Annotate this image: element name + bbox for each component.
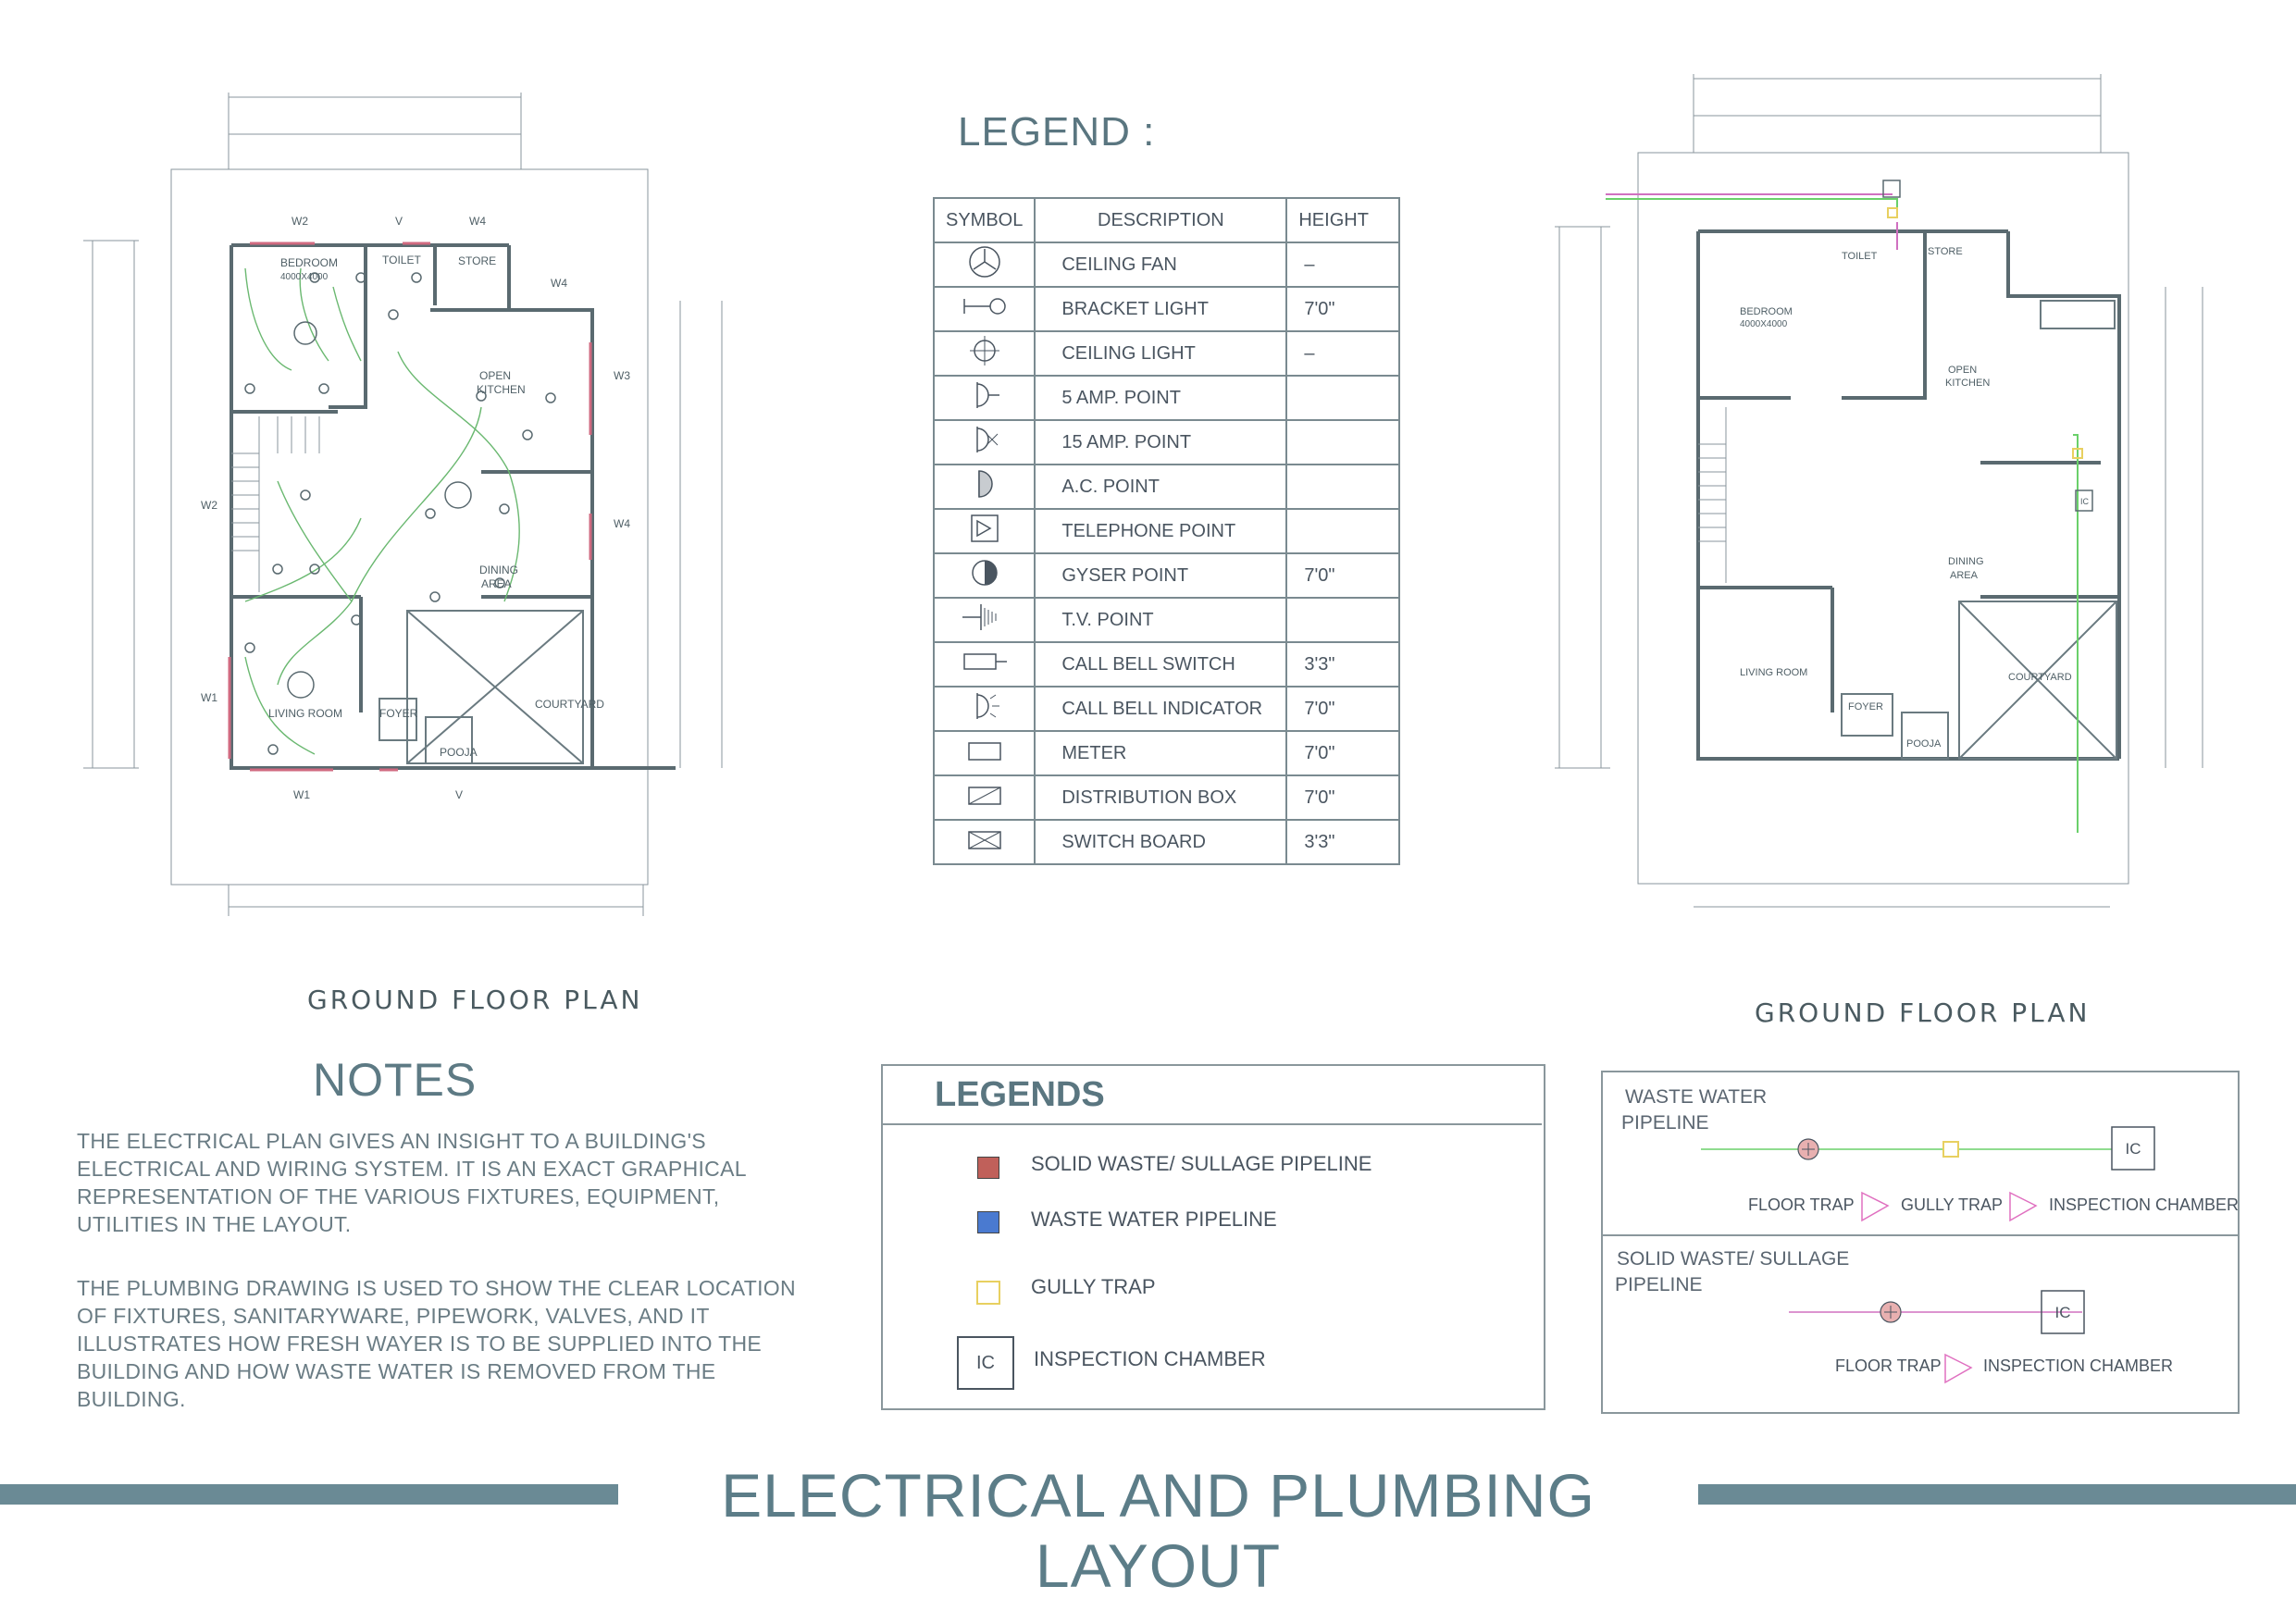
legend-row: [934, 465, 1399, 509]
inspection-chamber-icon: IC: [957, 1336, 1014, 1390]
legend-height: [1286, 465, 1399, 509]
legend-row: [934, 376, 1399, 420]
legend-description: TELEPHONE POINT: [1035, 509, 1286, 553]
window-label: W4: [551, 277, 567, 290]
room-label: 4000X4000: [1740, 319, 1788, 329]
legend-row: [934, 775, 1399, 820]
notes-paragraph-plumbing: THE PLUMBING DRAWING IS USED TO SHOW THE CLEAR LOCATION OF FIXTURES, SANITARYWARE, PIPEWORK, VALVES, AND IT ILLUSTRATES HOW FRESH WAYER IS TO BE SUPPLIED INTO THE BUILDING AND HOW WASTE WATER IS REMOVED FROM THE BUILDING.: [77, 1276, 796, 1411]
inspection-chamber-label: INSPECTION CHAMBER: [2049, 1196, 2240, 1214]
legend-title: LEGEND :: [958, 109, 1156, 155]
legend-description: CALL BELL INDICATOR: [1035, 687, 1286, 731]
gully-trap-icon: [1943, 1142, 1958, 1157]
legend-description: 15 AMP. POINT: [1035, 420, 1286, 465]
window-label: W3: [614, 369, 630, 382]
electrical-plan-drawing: [83, 83, 731, 935]
legend-description: CEILING LIGHT: [1035, 331, 1286, 376]
legend-height: [1286, 598, 1399, 642]
legend-row: [934, 687, 1399, 731]
legend-height: 3'3": [1286, 642, 1399, 687]
ic-text: IC: [2125, 1140, 2141, 1158]
legend-description: SWITCH BOARD: [1035, 820, 1286, 864]
legend-description: GYSER POINT: [1035, 553, 1286, 598]
call-bell-indicator-icon: [964, 688, 1005, 725]
room-label: DINING: [479, 564, 518, 576]
right-plan-title: GROUND FLOOR PLAN: [1755, 997, 2091, 1028]
window-label: V: [455, 788, 464, 801]
notes-paragraph-electrical: THE ELECTRICAL PLAN GIVES AN INSIGHT TO A BUILDING'S ELECTRICAL AND WIRING SYSTEM. IT IS AN EXACT GRAPHICAL REPRESENTATION OF THE VARIOUS FIXTURES, EQUIPMENT, UTILITIES IN THE LAYOUT.: [77, 1129, 746, 1236]
height-header: HEIGHT: [1286, 198, 1399, 242]
room-label: COURTYARD: [2008, 672, 2072, 683]
legend-item-solid-waste: SOLID WASTE/ SULLAGE PIPELINE: [1031, 1152, 1372, 1175]
legend-description: CALL BELL SWITCH: [1035, 642, 1286, 687]
floor-trap-label: FLOOR TRAP: [1748, 1196, 1855, 1214]
window-label: W1: [293, 788, 310, 801]
ceiling-fan-icon: [964, 243, 1005, 280]
legend-description: 5 AMP. POINT: [1035, 376, 1286, 420]
legend-item-waste-water: WASTE WATER PIPELINE: [1031, 1208, 1277, 1231]
room-label: LIVING ROOM: [1740, 667, 1808, 678]
switch-board-icon: [962, 821, 1008, 858]
window-label: W4: [469, 215, 486, 228]
legend-height: [1286, 509, 1399, 553]
room-label: STORE: [1928, 246, 1963, 257]
distribution-box-icon: [962, 776, 1008, 813]
legend-height: –: [1286, 242, 1399, 287]
ic-label: IC: [2080, 497, 2089, 506]
legend-description: DISTRIBUTION BOX: [1035, 775, 1286, 820]
legend-height: [1286, 420, 1399, 465]
gully-trap-swatch: [976, 1281, 1000, 1305]
legend-description: METER: [1035, 731, 1286, 775]
legend-header-row: [934, 198, 1399, 242]
room-label: COURTYARD: [535, 698, 604, 711]
plumbing-plan-drawing: [1555, 65, 2212, 944]
electrical-floor-plan: [83, 83, 731, 935]
legend-height: 7'0": [1286, 287, 1399, 331]
triangle-arrow-icon: [1943, 1353, 1975, 1384]
room-label: OPEN: [1948, 365, 1978, 376]
room-label: STORE: [458, 254, 497, 267]
legend-row: [934, 598, 1399, 642]
legends-divider: [881, 1123, 1542, 1125]
legend-height: 7'0": [1286, 687, 1399, 731]
legend-height: 7'0": [1286, 731, 1399, 775]
waste-water-title-line2: PIPELINE: [1621, 1112, 1709, 1134]
room-label: TOILET: [382, 254, 421, 266]
room-label: BEDROOM: [280, 256, 339, 269]
ic-text: IC: [2054, 1304, 2071, 1321]
room-label: AREA: [481, 577, 512, 590]
gyser-point-icon: [964, 554, 1005, 591]
meter-icon: [962, 732, 1008, 769]
plumbing-legends-title: LEGENDS: [935, 1075, 1105, 1114]
solid-waste-pipeline-diagram: [1781, 1286, 2096, 1351]
legend-row: [934, 242, 1399, 287]
room-label: FOYER: [379, 707, 418, 720]
room-label: POOJA: [1906, 738, 1942, 750]
legend-table: [933, 197, 1400, 865]
legend-row: [934, 509, 1399, 553]
call-bell-switch-icon: [957, 643, 1012, 680]
legend-row: [934, 287, 1399, 331]
left-plan-title: GROUND FLOOR PLAN: [307, 985, 643, 1015]
inspection-chamber-label: INSPECTION CHAMBER: [1983, 1357, 2174, 1375]
triangle-arrow-icon: [2008, 1191, 2040, 1222]
symbol-header: SYMBOL: [934, 198, 1035, 242]
page-title: ELECTRICAL AND PLUMBING LAYOUT: [721, 1461, 1595, 1600]
room-label: BEDROOM: [1740, 306, 1793, 317]
room-label: LIVING ROOM: [268, 707, 343, 720]
gully-trap-label: GULLY TRAP: [1901, 1196, 2004, 1214]
footer-bar-left: [0, 1484, 618, 1505]
legend-row: [934, 331, 1399, 376]
5-amp-point-icon: [964, 377, 1005, 414]
window-label: W1: [201, 691, 217, 704]
window-label: W2: [292, 215, 308, 228]
legend-item-inspection-chamber: INSPECTION CHAMBER: [1034, 1347, 1266, 1370]
solid-waste-title: SOLID WASTE/ SULLAGE: [1617, 1248, 1850, 1270]
room-label: DINING: [1948, 556, 1984, 567]
footer-bar-right: [1698, 1484, 2296, 1505]
floor-trap-label: FLOOR TRAP: [1835, 1357, 1942, 1375]
plumbing-floor-plan: [1555, 65, 2212, 944]
legend-row: [934, 420, 1399, 465]
legend-height: –: [1286, 331, 1399, 376]
legend-row: [934, 553, 1399, 598]
legend-description: T.V. POINT: [1035, 598, 1286, 642]
room-label: AREA: [1950, 570, 1978, 581]
window-label: V: [395, 215, 403, 228]
legend-row: [934, 820, 1399, 864]
solid-waste-swatch: [977, 1157, 999, 1179]
legend-description: CEILING FAN: [1035, 242, 1286, 287]
legend-height: 3'3": [1286, 820, 1399, 864]
ceiling-light-icon: [964, 332, 1005, 369]
15-amp-point-icon: [964, 421, 1005, 458]
legend-row: [934, 731, 1399, 775]
solid-waste-title-line2: PIPELINE: [1615, 1274, 1703, 1295]
legend-height: [1286, 376, 1399, 420]
waste-water-pipeline-diagram: [1694, 1121, 2156, 1196]
ac-point-icon: [964, 465, 1005, 502]
legend-row: [934, 642, 1399, 687]
room-label: OPEN: [479, 369, 512, 382]
room-label: TOILET: [1842, 251, 1878, 262]
legend-height: 7'0": [1286, 553, 1399, 598]
telephone-point-icon: [964, 510, 1005, 547]
legend-item-gully-trap: GULLY TRAP: [1031, 1275, 1156, 1298]
room-label: FOYER: [1848, 701, 1883, 712]
room-label: 4000X4000: [280, 272, 329, 282]
notes-title: NOTES: [313, 1054, 478, 1106]
room-label: KITCHEN: [477, 383, 526, 396]
legend-height: 7'0": [1286, 775, 1399, 820]
bracket-light-icon: [957, 288, 1012, 325]
pipeline-key-divider: [1601, 1234, 2238, 1236]
tv-point-icon: [957, 599, 1012, 636]
legend-description: A.C. POINT: [1035, 465, 1286, 509]
description-header: DESCRIPTION: [1035, 198, 1286, 242]
room-label: POOJA: [440, 746, 478, 759]
waste-water-title: WASTE WATER: [1625, 1086, 1768, 1108]
legend-description: BRACKET LIGHT: [1035, 287, 1286, 331]
room-label: KITCHEN: [1945, 378, 1991, 389]
window-label: W4: [614, 517, 630, 530]
window-label: W2: [201, 499, 217, 512]
triangle-arrow-icon: [1860, 1191, 1892, 1222]
waste-water-swatch: [977, 1211, 999, 1233]
